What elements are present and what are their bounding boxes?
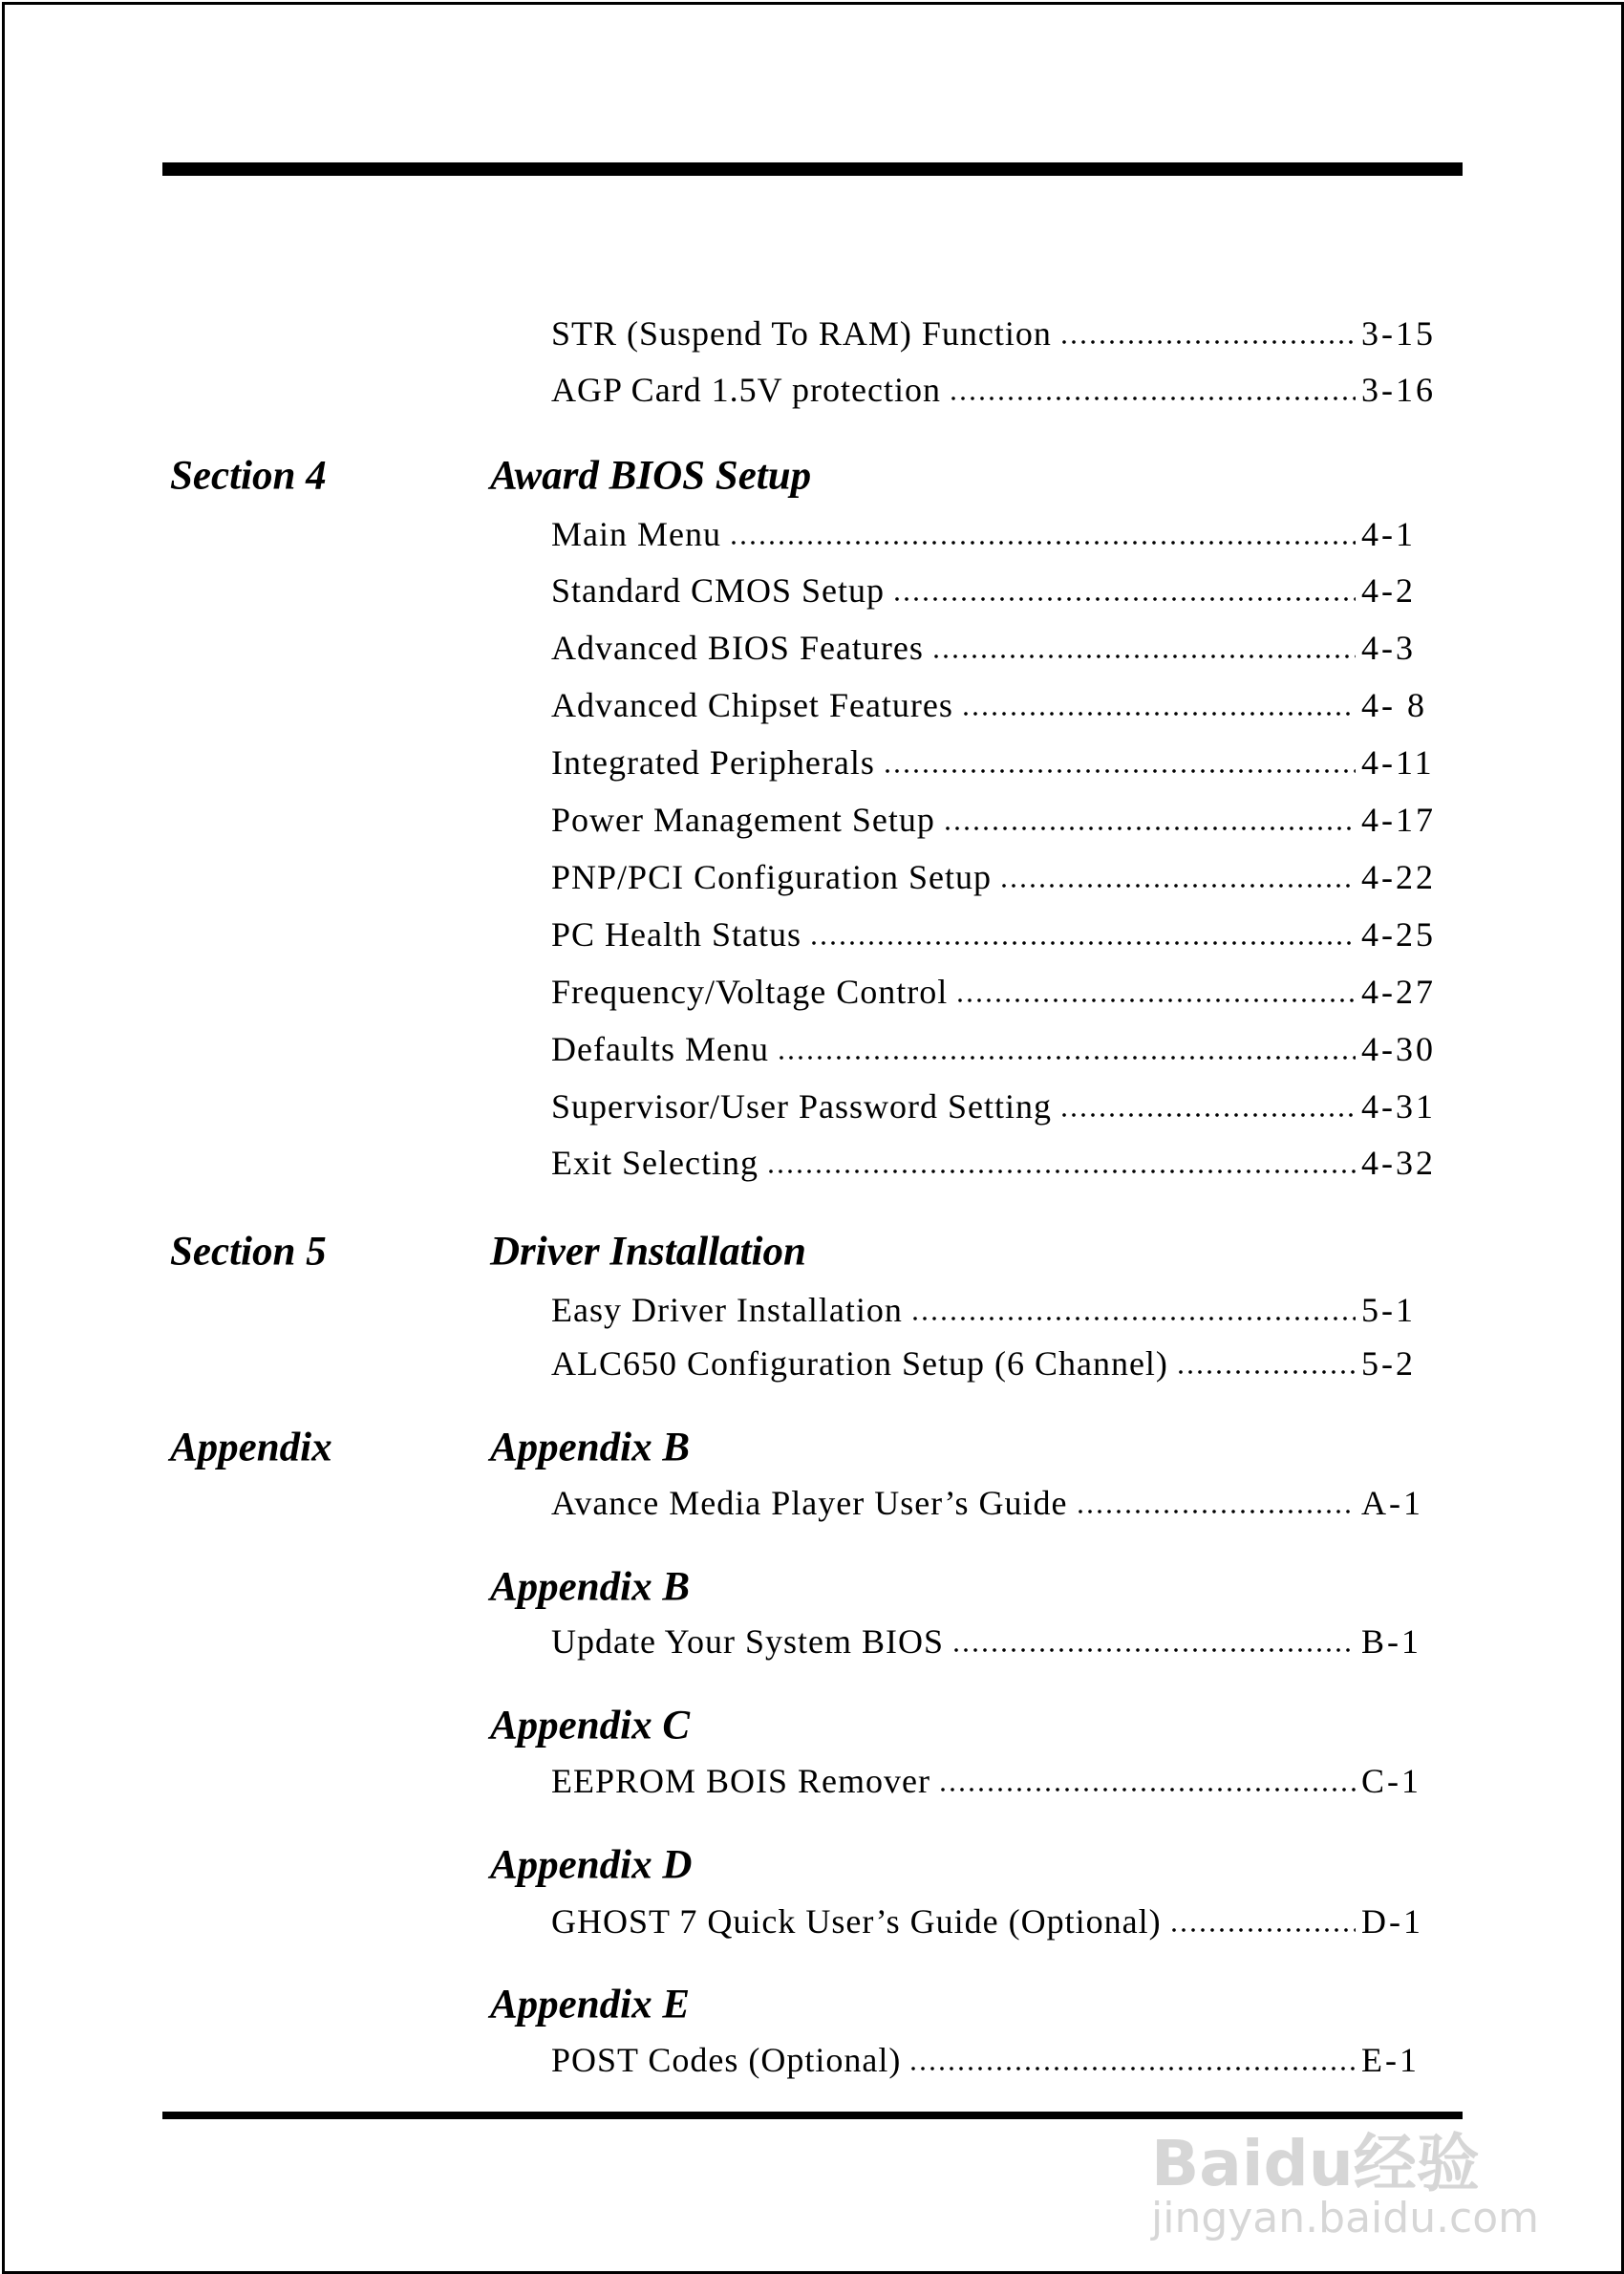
section-title: Appendix E (490, 1982, 691, 2027)
section-title: Appendix C (490, 1703, 691, 1748)
toc-entry (551, 685, 1440, 725)
dot-leader (938, 1787, 1356, 1792)
toc-entry-page: 4-1 (1361, 515, 1416, 553)
toc-entry (551, 2040, 1440, 2080)
toc-entry (551, 628, 1440, 668)
toc-entry-page: E-1 (1361, 2041, 1420, 2079)
dot-leader (777, 1055, 1356, 1061)
dot-leader (955, 998, 1356, 1003)
toc-entry-page: B-1 (1361, 1622, 1421, 1661)
toc-entry-label: PC Health Status (551, 915, 802, 954)
section-title: Appendix D (490, 1842, 693, 1888)
toc-entry-label: Update Your System BIOS (551, 1622, 945, 1661)
toc-entry (551, 370, 1440, 410)
toc-entry (551, 1086, 1440, 1126)
toc-entry-label: GHOST 7 Quick User’s Guide (Optional) (551, 1902, 1162, 1941)
toc-entry-page: 4-2 (1361, 571, 1416, 610)
toc-entry-label: Supervisor/User Password Setting (551, 1087, 1052, 1126)
toc-entry-page: D-1 (1361, 1902, 1423, 1941)
toc-entry-label: Main Menu (551, 515, 721, 553)
dot-leader (1076, 1509, 1357, 1514)
toc-entry-label: STR (Suspend To RAM) Function (551, 314, 1052, 353)
dot-leader (892, 596, 1356, 602)
toc-entry-label: Avance Media Player User’s Guide (551, 1484, 1068, 1522)
toc-entry-label: Frequency/Voltage Control (551, 973, 949, 1011)
dot-leader (999, 883, 1356, 889)
toc-entry (551, 1143, 1440, 1183)
header-rule (162, 162, 1463, 176)
section-title: Appendix B (490, 1425, 691, 1470)
toc-entry-page: 5-2 (1361, 1344, 1416, 1383)
dot-leader (1169, 1927, 1356, 1933)
toc-entry-label: ALC650 Configuration Setup (6 Channel) (551, 1344, 1168, 1383)
dot-leader (961, 711, 1356, 717)
dot-leader (951, 1647, 1356, 1653)
toc-entry-label: Advanced Chipset Features (551, 686, 953, 724)
toc-entry (551, 1761, 1440, 1801)
section-title: Award BIOS Setup (490, 453, 812, 499)
toc-entry (551, 972, 1440, 1012)
dot-leader (809, 940, 1356, 946)
toc-entry (551, 742, 1440, 783)
dot-leader (883, 768, 1356, 774)
toc-entry-label: Standard CMOS Setup (551, 571, 886, 610)
dot-leader (908, 2066, 1356, 2071)
toc-entry-label: Easy Driver Installation (551, 1291, 903, 1329)
dot-leader (943, 826, 1356, 831)
toc-entry-page: 4-17 (1361, 801, 1436, 839)
toc-entry-label: EEPROM BOIS Remover (551, 1762, 930, 1800)
toc-entry-page: A-1 (1361, 1484, 1423, 1522)
toc-entry-page: 5-1 (1361, 1291, 1416, 1329)
toc-entry-label: PNP/PCI Configuration Setup (551, 858, 993, 896)
toc-entry-page: 4-32 (1361, 1144, 1436, 1182)
toc-entry-page: 3-15 (1361, 314, 1436, 353)
toc-entry (551, 914, 1440, 955)
toc-entry-page: 4-25 (1361, 915, 1436, 954)
toc-entry (551, 514, 1440, 554)
toc-entry-label: Integrated Peripherals (551, 743, 875, 782)
toc-entry-page: 4-30 (1361, 1030, 1436, 1068)
toc-entry (551, 570, 1440, 611)
toc-entry (551, 800, 1440, 840)
toc-entry (551, 1343, 1440, 1384)
toc-entry-label: Exit Selecting (551, 1144, 759, 1182)
dot-leader (949, 396, 1356, 401)
toc-entry-page: 4-3 (1361, 629, 1416, 667)
dot-leader (931, 654, 1356, 659)
toc-entry-page: 4-31 (1361, 1087, 1436, 1126)
toc-entry-label: Power Management Setup (551, 801, 935, 839)
section-label: Section 4 (170, 453, 327, 499)
toc-entry-page: 4-27 (1361, 973, 1436, 1011)
watermark-url: jingyan.baidu.com (1151, 2194, 1540, 2242)
dot-leader (1059, 1112, 1356, 1118)
section-title: Appendix B (490, 1564, 691, 1610)
watermark-logo: Baidu经验 (1151, 2127, 1480, 2200)
toc-entry-page: 4-11 (1361, 743, 1435, 782)
toc-entry (551, 1483, 1440, 1523)
toc-entry-page: 4- 8 (1361, 686, 1427, 724)
toc-entry-label: Defaults Menu (551, 1030, 769, 1068)
toc-entry (551, 1029, 1440, 1069)
toc-entry (551, 1621, 1440, 1662)
section-label: Appendix (170, 1425, 332, 1470)
toc-entry (551, 313, 1440, 354)
toc-entry (551, 1901, 1440, 1941)
toc-entry-label: AGP Card 1.5V protection (551, 371, 941, 409)
toc-entry-page: 3-16 (1361, 371, 1436, 409)
dot-leader (729, 540, 1356, 546)
toc-entry (551, 1290, 1440, 1330)
toc-entry-label: Advanced BIOS Features (551, 629, 924, 667)
dot-leader (766, 1169, 1356, 1174)
dot-leader (910, 1316, 1356, 1321)
toc-entry-label: POST Codes (Optional) (551, 2041, 902, 2079)
dot-leader (1176, 1369, 1356, 1375)
toc-entry-page: C-1 (1361, 1762, 1421, 1800)
section-label: Section 5 (170, 1229, 327, 1275)
dot-leader (1059, 339, 1356, 345)
toc-entry-page: 4-22 (1361, 858, 1436, 896)
toc-entry (551, 857, 1440, 897)
section-title: Driver Installation (490, 1229, 806, 1275)
footer-rule (162, 2112, 1463, 2119)
